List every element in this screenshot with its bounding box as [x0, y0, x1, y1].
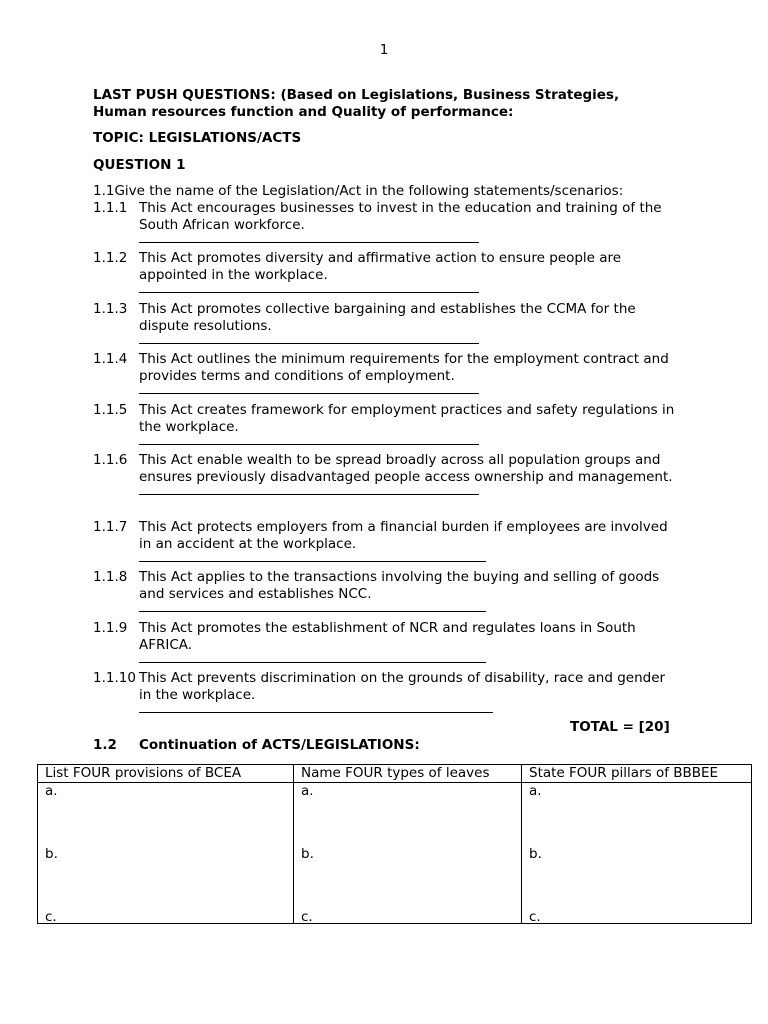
question-text: This Act protects employers from a financial burden if employees are involved in an accident at the workplace. — [139, 519, 668, 552]
title-line-2: Human resources function and Quality of performance: — [93, 104, 514, 120]
question-text: This Act enable wealth to be spread broadly across all population groups and ensures previously disadvantaged people access ownership and management. — [139, 452, 673, 485]
question-text: This Act promotes collective bargaining and establishes the CCMA for the dispute resolutions. — [139, 301, 636, 334]
section-1-2-heading — [93, 737, 420, 754]
item-label: b. — [529, 846, 542, 862]
question-number: 1.1.9 — [93, 620, 128, 636]
answer-line[interactable] — [139, 605, 486, 612]
answer-line[interactable] — [139, 286, 479, 293]
question-text: This Act applies to the transactions involving the buying and selling of goods and services and establishes NCC. — [139, 569, 660, 602]
section-title: Continuation of ACTS/LEGISLATIONS: — [139, 737, 420, 753]
answer-line[interactable] — [139, 236, 479, 243]
column-header-leaves: Name FOUR types of leaves — [294, 765, 522, 783]
total-marks: TOTAL = [20] — [570, 719, 670, 735]
item-label: a. — [45, 783, 58, 799]
question-item — [93, 620, 693, 663]
table-header-row — [38, 765, 752, 783]
column-header-bcea: List FOUR provisions of BCEA — [38, 765, 294, 783]
table-row — [38, 783, 752, 924]
question-item — [93, 402, 693, 445]
item-label: a. — [301, 783, 314, 799]
item-label: a. — [529, 783, 542, 799]
answer-line[interactable] — [139, 438, 479, 445]
question-number: 1.1.2 — [93, 250, 128, 266]
answer-line[interactable] — [139, 656, 486, 663]
section-number: 1.2 — [93, 737, 117, 753]
question-number: 1.1.8 — [93, 569, 128, 585]
question-number: 1.1.3 — [93, 301, 128, 317]
question-text: This Act promotes diversity and affirmative action to ensure people are appointed in the workplace. — [139, 250, 622, 283]
answer-line[interactable] — [139, 555, 486, 562]
title-line-1: LAST PUSH QUESTIONS: (Based on Legislations, Business Strategies, — [93, 87, 620, 103]
question-item — [93, 569, 693, 612]
answer-line[interactable] — [139, 337, 479, 344]
answer-table — [37, 764, 752, 924]
question-number: 1.1.10 — [93, 670, 136, 686]
question-item — [93, 452, 693, 495]
question-text: This Act prevents discrimination on the grounds of disability, race and gender in the workplace. — [139, 670, 666, 703]
question-number: 1.1.6 — [93, 452, 128, 468]
answer-cell-leaves[interactable] — [294, 783, 522, 924]
question-number: 1.1.7 — [93, 519, 128, 535]
answer-line[interactable] — [139, 488, 479, 495]
item-label: c. — [45, 909, 57, 925]
question-number: 1.1.1 — [93, 200, 128, 216]
answer-line[interactable] — [139, 706, 493, 713]
item-label: b. — [45, 846, 58, 862]
topic-heading: TOPIC: LEGISLATIONS/ACTS — [93, 130, 302, 146]
item-label: b. — [301, 846, 314, 862]
question-text: This Act promotes the establishment of NCR and regulates loans in South AFRICA. — [139, 620, 636, 653]
question-item — [93, 519, 693, 562]
document-title — [93, 87, 693, 121]
answer-cell-bcea[interactable] — [38, 783, 294, 924]
item-label: c. — [301, 909, 313, 925]
question-text: This Act creates framework for employment practices and safety regulations in the workplace. — [139, 402, 675, 435]
question-text: This Act encourages businesses to invest in the education and training of the South African workforce. — [139, 200, 662, 233]
item-label: c. — [529, 909, 541, 925]
answer-line[interactable] — [139, 387, 479, 394]
answer-cell-bbbee[interactable] — [522, 783, 752, 924]
question-number: 1.1.4 — [93, 351, 128, 367]
question-item — [93, 301, 693, 344]
question-item — [93, 200, 693, 243]
page-number: 1 — [379, 42, 389, 58]
column-header-bbbee: State FOUR pillars of BBBEE — [522, 765, 752, 783]
question-item — [93, 250, 693, 293]
question-item — [93, 351, 693, 394]
question-heading: QUESTION 1 — [93, 157, 186, 173]
question-number: 1.1.5 — [93, 402, 128, 418]
question-text: This Act outlines the minimum requirements for the employment contract and provides terms and conditions of employment. — [139, 351, 669, 384]
question-1-1-intro: 1.1Give the name of the Legislation/Act in the following statements/scenarios: — [93, 183, 624, 199]
question-item — [93, 670, 693, 713]
